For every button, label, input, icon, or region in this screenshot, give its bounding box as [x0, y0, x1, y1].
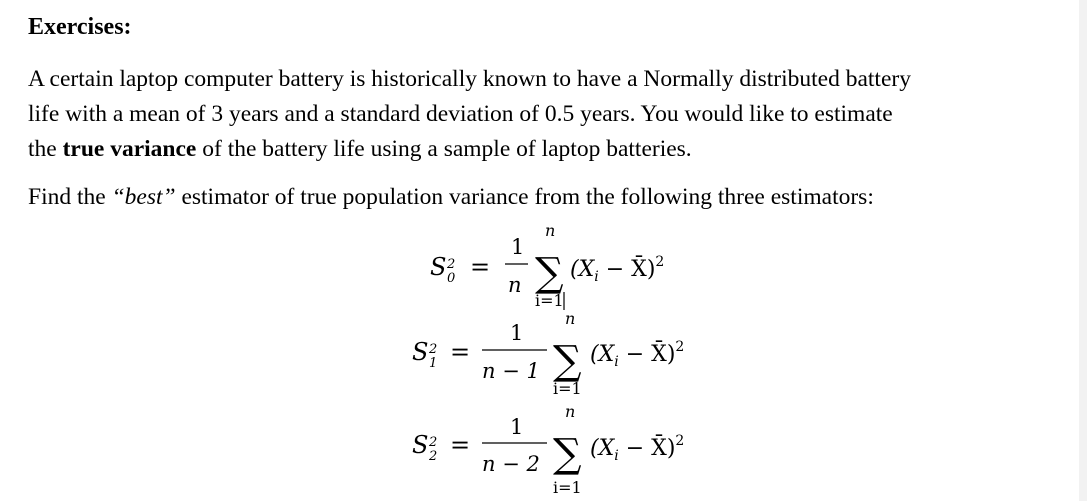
s2-sum-lower: i=1 — [553, 478, 582, 497]
s1-equals: = — [450, 338, 471, 366]
s1-sup: 2 — [429, 342, 438, 357]
s2-sum-upper: n — [565, 402, 576, 421]
estimator-s1 — [412, 309, 684, 398]
s1-sub: 1 — [429, 356, 438, 371]
s0-denominator: n — [508, 273, 522, 297]
estimator-s2 — [412, 402, 684, 497]
s1-symbol: S — [412, 338, 429, 366]
s0-numerator: 1 — [511, 235, 525, 259]
s1-sigma: ∑ — [553, 338, 582, 384]
s2-numerator: 1 — [510, 415, 524, 439]
s0-term: ($X_i$ − X̄)$^2$ — [570, 254, 665, 285]
s2-sigma: ∑ — [553, 431, 582, 477]
s0-sup: 2 — [447, 257, 456, 272]
s0-sub: 0 — [447, 271, 456, 286]
s1-sum-upper: n — [565, 309, 576, 328]
s1-sum-lower: i=1 — [553, 379, 582, 398]
s2-equals: = — [450, 431, 471, 459]
paragraph-line-1: A certain laptop computer battery is historically known to have a Normally distributed battery — [28, 66, 911, 92]
s2-sub: 2 — [429, 449, 438, 464]
s2-denominator: n − 2 — [482, 452, 540, 476]
s0-equals: = — [470, 253, 491, 281]
paragraph-line-2: life with a mean of 3 years and a standard deviation of 0.5 years. You would like to estimate — [28, 101, 893, 127]
s1-numerator: 1 — [510, 321, 524, 345]
quote-close: ” — [162, 184, 176, 210]
s0-sigma: ∑ — [535, 250, 564, 296]
quote-open: “ — [111, 184, 125, 210]
s1-term: ($X_i$ − X̄)$^2$ — [590, 339, 685, 370]
line3-before: the — [28, 136, 63, 162]
section-heading: Exercises: — [28, 14, 132, 40]
s2-sup: 2 — [429, 435, 438, 450]
best-word: best — [124, 184, 163, 210]
s2-term: ($X_i$ − X̄)$^2$ — [590, 433, 685, 464]
instruction-after: estimator of true population variance from the following three estimators: — [175, 184, 874, 210]
s2-symbol: S — [412, 431, 429, 459]
s0-sum-lower: i=1 — [535, 291, 564, 310]
instruction-before: Find the — [28, 184, 112, 210]
true-variance-bold: true variance — [62, 136, 197, 162]
estimator-s0 — [430, 221, 664, 310]
s0-sum-upper: n — [545, 221, 556, 240]
s1-denominator: n − 1 — [482, 359, 540, 383]
line3-after: of the battery life using a sample of laptop batteries. — [196, 136, 692, 162]
s0-symbol: S — [430, 253, 447, 281]
